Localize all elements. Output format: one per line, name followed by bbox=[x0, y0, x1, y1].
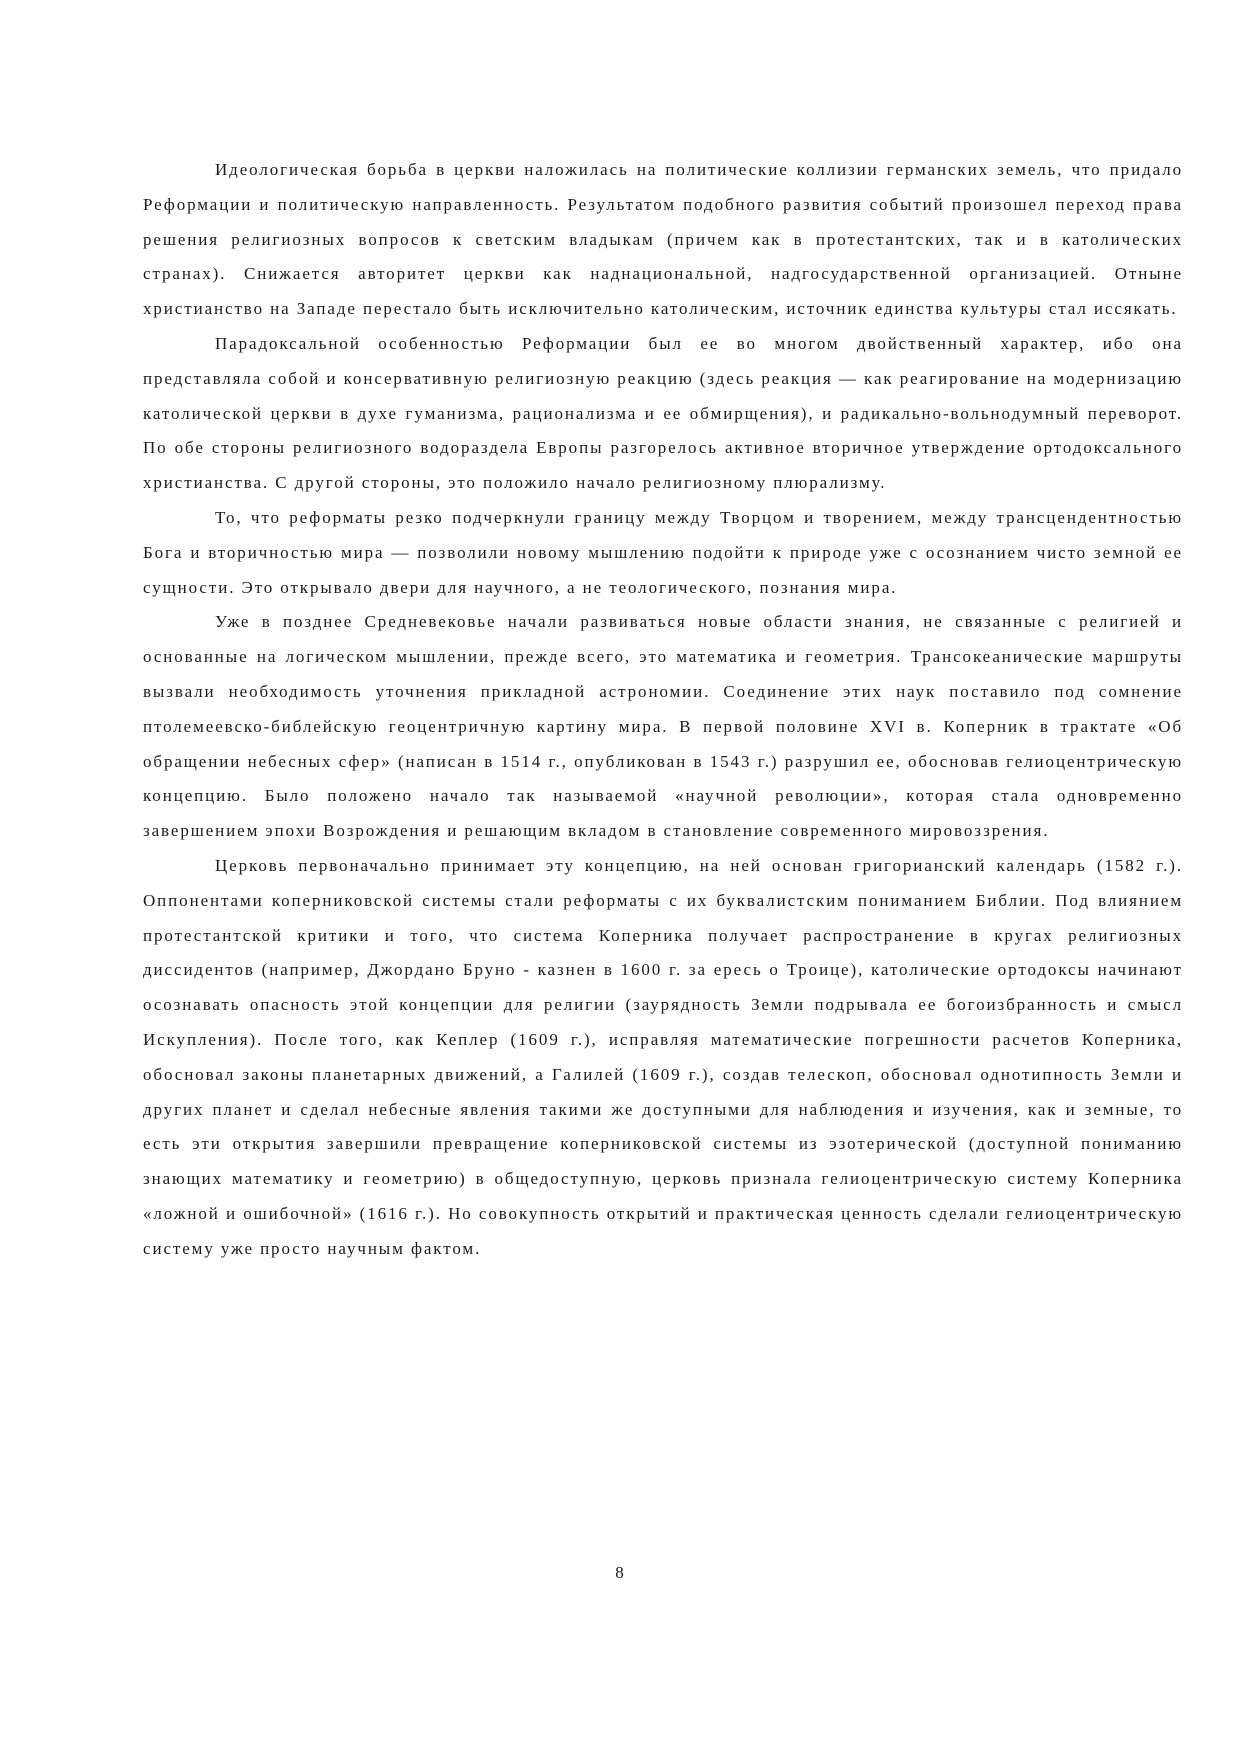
paragraph-2: Парадоксальной особенностью Реформации был ее во многом двойственный характер, ибо она представляла собой и консервативную религиозную реакцию (здесь реакция — как реагирование на модернизацию католической церкви в духе гуманизма, рационализма и ее обмирщения), и радикально-вольнодумный переворот. По обе стороны религиозного водораздела Европы разгорелось активное вторичное утверждение ортодоксального христианства. С другой стороны, это положило начало религиозному плюрализму. bbox=[143, 333, 1183, 493]
paragraph-3: То, что реформаты резко подчеркнули границу между Творцом и творением, между трансцендентностью Бога и вторичностью мира — позволили новому мышлению подойти к природе уже с осознанием чисто земной ее сущности. Это открывало двери для научного, а не теологического, познания мира. bbox=[143, 507, 1183, 597]
paragraph-4: Уже в позднее Средневековье начали развиваться новые области знания, не связанные с религией и основанные на логическом мышлении, прежде всего, это математика и геометрия. Трансокеанические маршруты вызвали необходимость уточнения прикладной астрономии. Соединение этих наук поставило под сомнение птолемеевско-библейскую геоцентричную картину мира. В первой половине XVI в. Коперник в трактате «Об обращении небесных сфер» (написан в 1514 г., опубликован в 1543 г.) разрушил ее, обосновав гелиоцентрическую концепцию. Было положено начало так называемой «научной революции», которая стала одновременно завершением эпохи Возрождения и решающим вкладом в становление современного мировоззрения. bbox=[143, 612, 1183, 841]
paragraph-5: Церковь первоначально принимает эту концепцию, на ней основан григорианский календарь (1582 г.). Оппонентами коперниковской системы стали реформаты с их буквалистским пониманием Библии. Под влиянием протестантской критики и того, что система Коперника получает распространение в кругах религиозных диссидентов (например, Джордано Бруно - казнен в 1600 г. за ересь о Троице), католические ортодоксы начинают осознавать опасность этой концепции для религии (заурядность Земли подрывала ее богоизбранность и смысл Искупления). После того, как Кеплер (1609 г.), исправляя математические погрешности расчетов Коперника, обосновал законы планетарных движений, а Галилей (1609 г.), создав телескоп, обосновал однотипность Земли и других планет и сделал небесные явления такими же доступными для наблюдения и изучения, как и земные, то есть эти открытия завершили превращение коперниковской системы из эзотерической (доступной пониманию знающих математику и геометрию) в общедоступную, церковь признала гелиоцентрическую систему Коперника «ложной и ошибочной» (1616 г.). Но совокупность открытий и практическая ценность сделали гелиоцентрическую систему уже просто научным фактом. bbox=[143, 855, 1183, 1258]
paragraph-1: Идеологическая борьба в церкви наложилась на политические коллизии германских земель, что придало Реформации и политическую направленность. Результатом подобного развития событий произошел переход права решения религиозных вопросов к светским владыкам (причем как в протестантских, так и в католических странах). Снижается авторитет церкви как наднациональной, надгосударственной организацией. Отныне христианство на Западе перестало быть исключительно католическим, источник единства культуры стал иссякать. bbox=[143, 160, 1183, 319]
document-body bbox=[143, 153, 1183, 1267]
page-number: 8 bbox=[615, 1563, 624, 1582]
